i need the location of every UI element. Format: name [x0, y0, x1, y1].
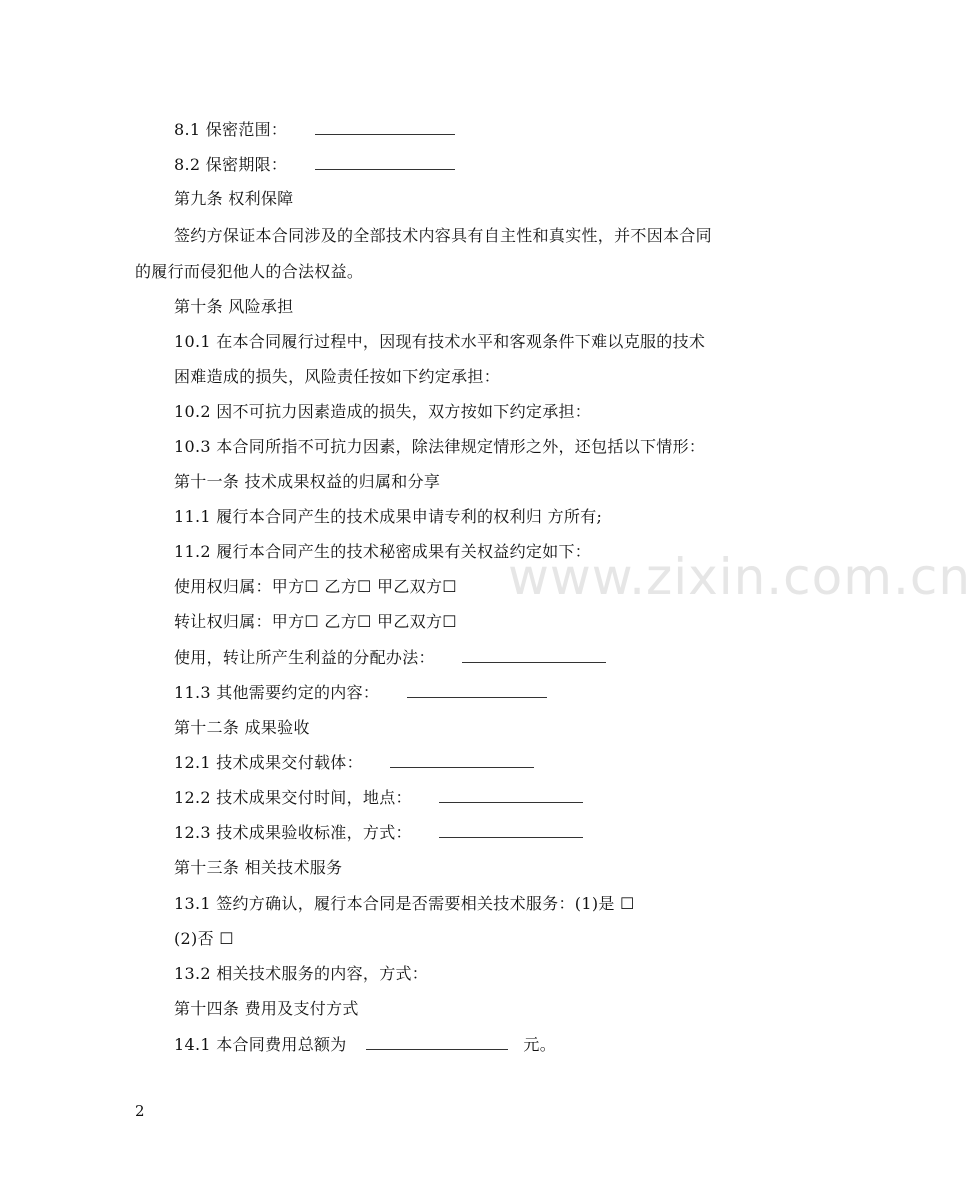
line-8-2 [174, 155, 455, 175]
paragraph-line: (2)否 ☐ [174, 929, 234, 948]
fill-in-blank [315, 155, 455, 170]
paragraph-line: 13.2 相关技术服务的内容，方式： [174, 964, 429, 983]
fill-in-blank [462, 648, 606, 663]
fill-in-blank [439, 823, 583, 838]
fill-in-blank [439, 788, 583, 803]
fill-in-blank [366, 1035, 508, 1050]
page-number: 2 [135, 1102, 145, 1120]
line-text: 14.1 本合同费用总额为 [174, 1035, 347, 1054]
line-12-2 [174, 788, 583, 808]
fill-in-blank [315, 120, 455, 135]
line-text: 8.2 保密期限： [174, 155, 288, 174]
section-heading-14: 第十四条 费用及支付方式 [174, 999, 359, 1018]
paragraph-line: 10.1 在本合同履行过程中，因现有技术水平和客观条件下难以克服的技术 [174, 332, 706, 351]
line-11-3 [174, 683, 547, 703]
fill-in-blank [390, 753, 534, 768]
paragraph-line: 签约方保证本合同涉及的全部技术内容具有自主性和真实性，并不因本合同 [174, 226, 712, 245]
watermark: www.zixin.com.cn [508, 548, 971, 606]
line-text: 12.1 技术成果交付载体： [174, 753, 363, 772]
line-text: 11.3 其他需要约定的内容： [174, 683, 380, 702]
line-12-3 [174, 823, 583, 843]
line-text: 使用，转让所产生利益的分配办法： [174, 648, 435, 667]
line-text: 8.1 保密范围： [174, 120, 288, 139]
line-14-1 [174, 1035, 556, 1055]
profit-distribution-line [174, 648, 606, 668]
usage-rights-line: 使用权归属：甲方☐ 乙方☐ 甲乙双方☐ [174, 577, 457, 596]
line-8-1 [174, 120, 455, 140]
line-text: 12.3 技术成果验收标准，方式： [174, 823, 412, 842]
line-12-1 [174, 753, 534, 773]
paragraph-line: 困难造成的损失，风险责任按如下约定承担： [174, 367, 501, 386]
section-heading-9: 第九条 权利保障 [174, 189, 294, 208]
line-suffix: 元。 [523, 1035, 557, 1054]
line-text: 12.2 技术成果交付时间，地点： [174, 788, 412, 807]
paragraph-line: 11.1 履行本合同产生的技术成果申请专利的权利归 方所有; [174, 507, 603, 526]
transfer-rights-line: 转让权归属：甲方☐ 乙方☐ 甲乙双方☐ [174, 612, 457, 631]
section-heading-12: 第十二条 成果验收 [174, 718, 310, 737]
section-heading-13: 第十三条 相关技术服务 [174, 858, 343, 877]
paragraph-line: 10.3 本合同所指不可抗力因素，除法律规定情形之外，还包括以下情形： [174, 437, 706, 456]
section-heading-10: 第十条 风险承担 [174, 297, 294, 316]
section-heading-11: 第十一条 技术成果权益的归属和分享 [174, 472, 441, 491]
paragraph-line: 10.2 因不可抗力因素造成的损失，双方按如下约定承担： [174, 402, 592, 421]
paragraph-line: 的履行而侵犯他人的合法权益。 [135, 262, 364, 281]
paragraph-line: 13.1 签约方确认，履行本合同是否需要相关技术服务：(1)是 ☐ [174, 894, 635, 913]
fill-in-blank [407, 683, 547, 698]
paragraph-line: 11.2 履行本合同产生的技术秘密成果有关权益约定如下： [174, 542, 592, 561]
